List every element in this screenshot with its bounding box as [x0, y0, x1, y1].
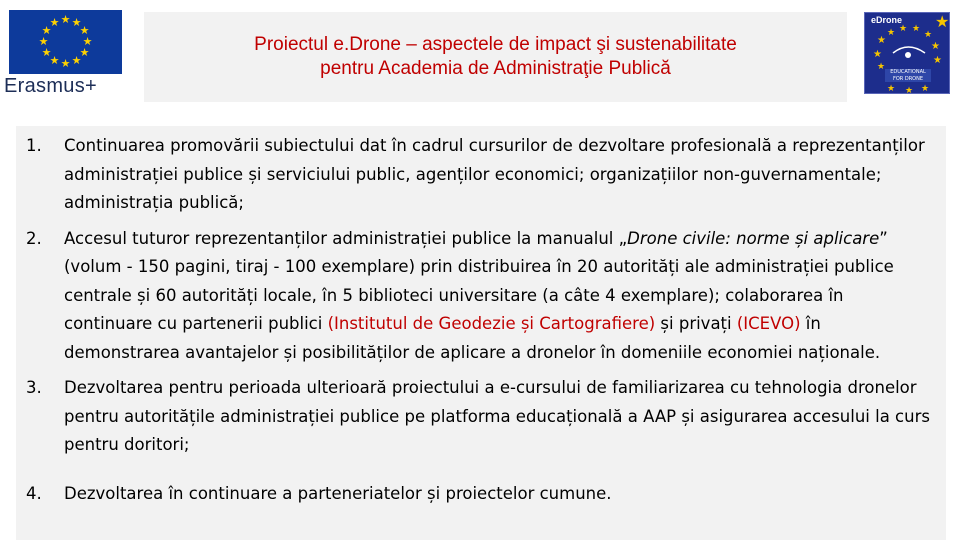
numbered-list [16, 132, 946, 508]
edrone-badge-line-2: FOR DRONE [892, 76, 924, 82]
eu-flag-icon [9, 10, 122, 74]
svg-text:★: ★ [877, 35, 886, 46]
list-item [16, 374, 946, 460]
list-item-number: 2. [26, 228, 42, 248]
star-icon: ★ [79, 47, 90, 59]
svg-text:★: ★ [921, 84, 930, 94]
title-panel [144, 12, 847, 102]
svg-text:★: ★ [935, 13, 950, 31]
star-icon: ★ [41, 47, 52, 59]
list-item-number: 4. [26, 483, 42, 503]
svg-text:★: ★ [933, 55, 942, 66]
list-item-number: 1. [26, 136, 42, 155]
svg-text:★: ★ [924, 30, 933, 40]
title-line-1: Proiectul e.Drone – aspectele de impact şi sustenabilitate [254, 34, 737, 55]
edrone-badge-line-1: EDUCATIONAL [890, 69, 926, 75]
manual-title: Drone civile: norme și aplicare [627, 228, 880, 248]
list-item [16, 225, 946, 368]
list-item-text: Accesul tuturor reprezentanților administrației publice la manualul „ [64, 228, 628, 248]
star-icon: ★ [49, 55, 60, 67]
list-item-text: ” (volum - 150 pagini, tiraj - 100 exemplare) prin distribuirea în 20 autorități ale administrației publice centrale și 60 autorități locale, în 5 biblioteci universitare (a câte 4 exemplare); colaborarea în continuare cu partenerii publici [64, 228, 894, 333]
star-icon: ★ [60, 58, 71, 70]
list-item-text: Continuarea promovării subiectului dat în cadrul cursurilor de dezvoltare profesională a reprezentanților administrației publice și serviciului public, agenților economici; organizațiilor non-guvernamentale; administrația publică; [64, 136, 925, 212]
erasmus-plus-logo [4, 8, 128, 100]
list-item-number: 3. [26, 378, 42, 397]
svg-text:★: ★ [887, 84, 896, 94]
svg-text:★: ★ [905, 86, 914, 95]
list-item-text: și privați [655, 314, 737, 333]
star-icon: ★ [79, 25, 90, 37]
list-item [16, 480, 946, 509]
star-icon: ★ [38, 36, 49, 48]
list-item-text: Dezvoltarea pentru perioada ulterioară proiectului a e-cursului de familiarizarea cu tehnologia dronelor pentru autoritățile administrației publice pe platforma educațională a AAP și asigurarea accesului la curs pentru doritori; [64, 378, 930, 454]
star-icon: ★ [82, 36, 93, 48]
edrone-badge [885, 69, 931, 82]
list-item [16, 132, 946, 218]
svg-text:★: ★ [912, 24, 921, 34]
page-title [254, 33, 737, 81]
star-icon: ★ [71, 55, 82, 67]
partner-highlight-icevo: (ICEVO) [736, 314, 801, 333]
title-line-2: pentru Academia de Administraţie Publică [320, 58, 671, 79]
content-panel [16, 126, 946, 540]
erasmus-plus-text: Erasmus+ [4, 75, 97, 97]
star-icon: ★ [49, 17, 60, 29]
edrone-brand-text: eDrone [871, 15, 903, 25]
svg-text:★: ★ [899, 24, 908, 34]
edrone-project-logo [864, 12, 950, 94]
svg-text:★: ★ [887, 28, 896, 38]
list-item-text: în demonstrarea avantajelor și posibilităților de aplicare a dronelor în domeniile economiei naționale. [64, 314, 881, 362]
star-icon: ★ [60, 14, 71, 26]
partner-highlight-geodezie: (Institutul de Geodezie și Cartografiere) [327, 314, 656, 333]
svg-text:★: ★ [877, 62, 886, 72]
star-icon: ★ [71, 17, 82, 29]
svg-text:★: ★ [873, 49, 882, 60]
svg-text:★: ★ [931, 41, 940, 52]
list-item-text: Dezvoltarea în continuare a parteneriatelor și proiectelor cumune. [64, 483, 612, 503]
star-icon: ★ [41, 25, 52, 37]
